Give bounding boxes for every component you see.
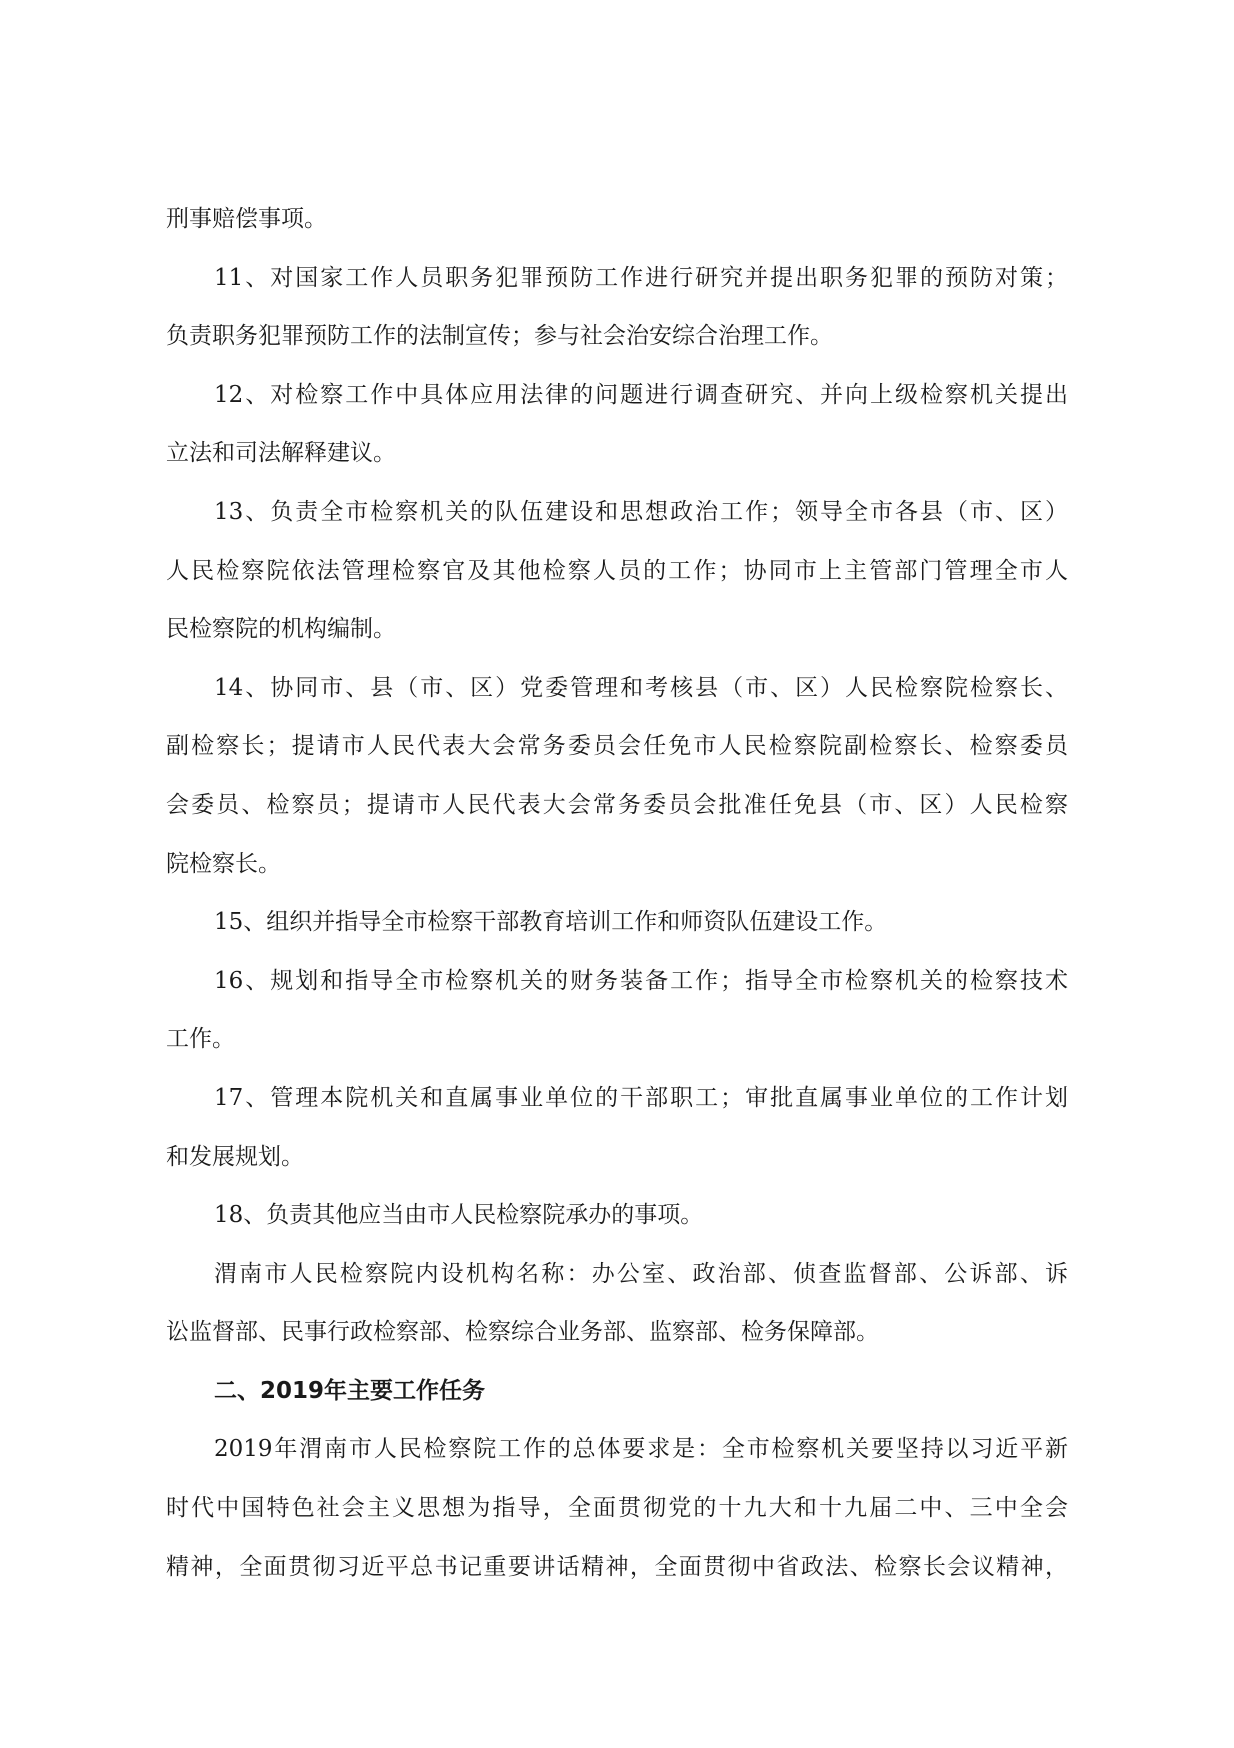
text-line: 12、对检察工作中具体应用法律的问题进行调查研究、并向上级检察机关提出 <box>214 381 1068 408</box>
text-line: 和发展规划。 <box>166 1143 304 1170</box>
text-line: 刑事赔偿事项。 <box>166 206 327 232</box>
text-line: 负责职务犯罪预防工作的法制宣传；参与社会治安综合治理工作。 <box>166 323 833 350</box>
text-line: 时代中国特色社会主义思想为指导，全面贯彻党的十九大和十九届二中、三中全会 <box>166 1495 1068 1522</box>
section-heading: 二、2019年主要工作任务 <box>214 1377 486 1404</box>
text-line: 人民检察院依法管理检察官及其他检察人员的工作；协同市上主管部门管理全市人 <box>166 557 1068 584</box>
text-line: 会委员、检察员；提请市人民代表大会常务委员会批准任免县（市、区）人民检察 <box>166 791 1068 818</box>
text-line: 11、对国家工作人员职务犯罪预防工作进行研究并提出职务犯罪的预防对策； <box>214 264 1068 291</box>
text-line: 13、负责全市检察机关的队伍建设和思想政治工作；领导全市各县（市、区） <box>214 498 1068 525</box>
text-line: 18、负责其他应当由市人民检察院承办的事项。 <box>214 1202 704 1229</box>
text-line: 讼监督部、民事行政检察部、检察综合业务部、监察部、检务保障部。 <box>166 1319 879 1346</box>
text-line: 2019年渭南市人民检察院工作的总体要求是：全市检察机关要坚持以习近平新 <box>214 1436 1068 1463</box>
text-line: 16、规划和指导全市检察机关的财务装备工作；指导全市检察机关的检察技术 <box>214 967 1068 994</box>
text-line: 立法和司法解释建议。 <box>166 440 396 467</box>
document-page <box>166 190 1068 1596</box>
text-line: 渭南市人民检察院内设机构名称：办公室、政治部、侦查监督部、公诉部、诉 <box>214 1260 1068 1287</box>
text-line: 工作。 <box>166 1026 235 1053</box>
text-line: 民检察院的机构编制。 <box>166 616 396 643</box>
text-line: 精神，全面贯彻习近平总书记重要讲话精神，全面贯彻中省政法、检察长会议精神， <box>166 1553 1068 1580</box>
text-line: 14、协同市、县（市、区）党委管理和考核县（市、区）人民检察院检察长、 <box>214 674 1068 701</box>
text-line: 17、管理本院机关和直属事业单位的干部职工；审批直属事业单位的工作计划 <box>214 1084 1068 1111</box>
text-line: 副检察长；提请市人民代表大会常务委员会任免市人民检察院副检察长、检察委员 <box>166 733 1068 760</box>
text-line: 院检察长。 <box>166 850 281 877</box>
text-line: 15、组织并指导全市检察干部教育培训工作和师资队伍建设工作。 <box>214 909 888 936</box>
